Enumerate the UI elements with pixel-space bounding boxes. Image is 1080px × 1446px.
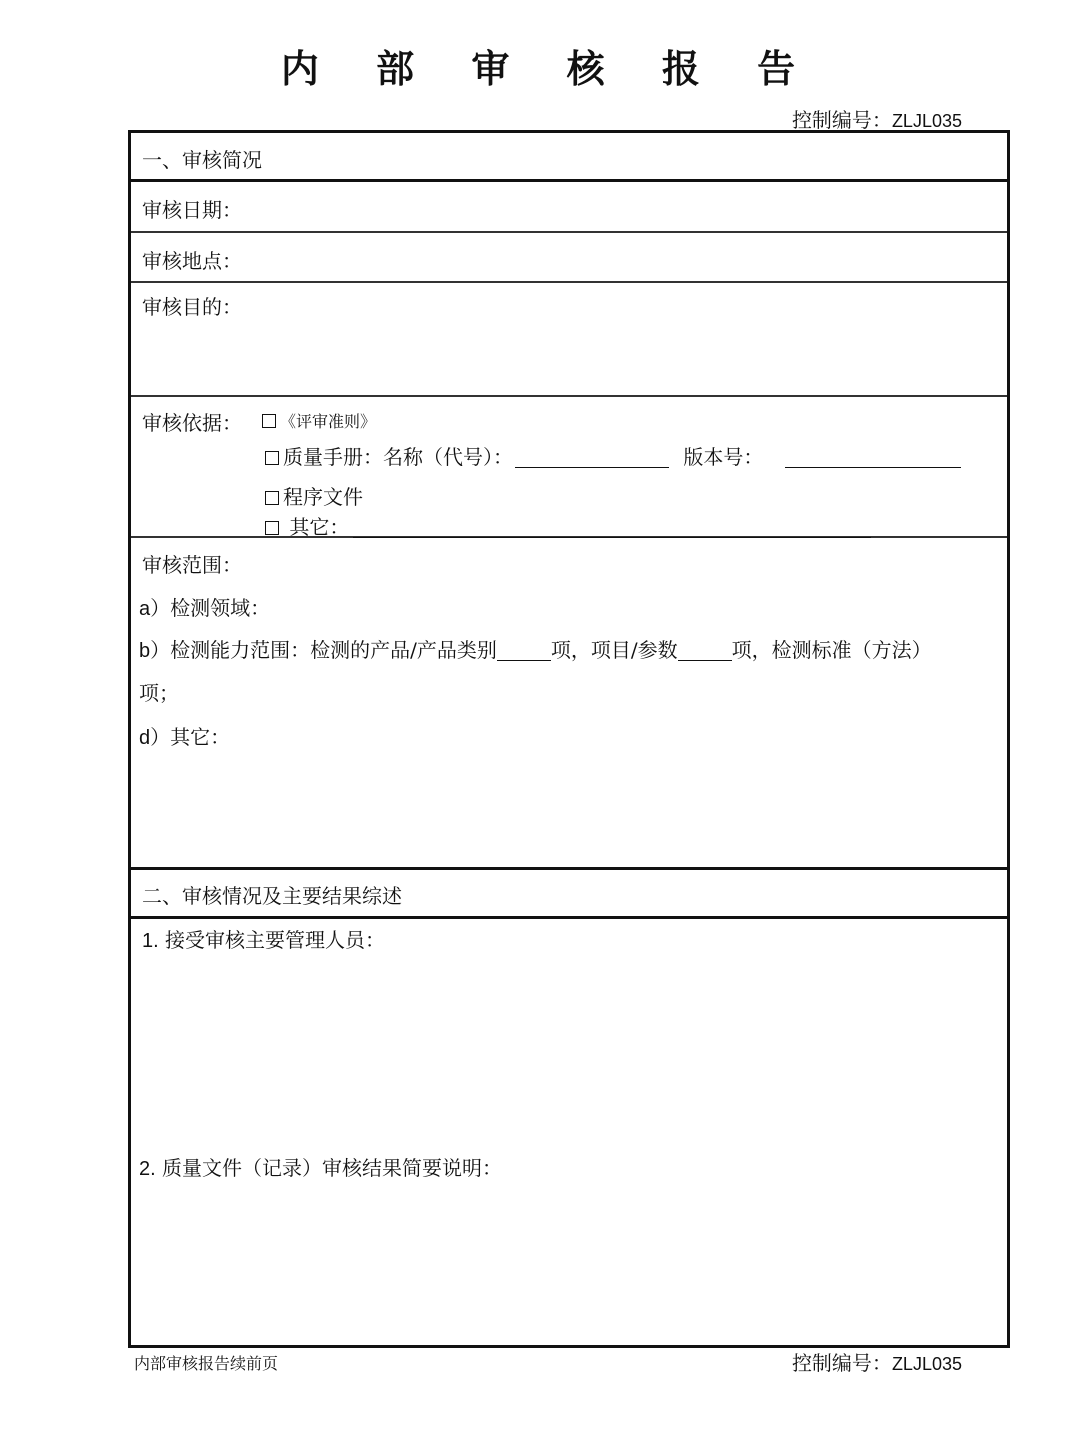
scope-a-text: ）检测领域： bbox=[150, 596, 271, 620]
scope-b-text2: 项，项目/参数 bbox=[550, 638, 678, 662]
item2-text: 质量文件（记录）审核结果简要说明： bbox=[162, 1156, 503, 1180]
version-blank[interactable] bbox=[785, 449, 961, 468]
scope-b-text3: 项，检测标准（方法） bbox=[731, 638, 932, 662]
basis-criteria-text: 《评审准则》 bbox=[280, 412, 377, 431]
control-number-code: ZLJL035 bbox=[891, 111, 962, 131]
checkbox-criteria[interactable] bbox=[262, 414, 276, 428]
audit-location-label: 审核地点： bbox=[142, 249, 242, 273]
section2-header: 二、审核情况及主要结果综述 bbox=[142, 884, 402, 908]
control-number-top bbox=[792, 104, 962, 133]
scope-b-continuation: 项； bbox=[139, 681, 179, 705]
product-count-blank[interactable] bbox=[497, 642, 551, 661]
basis-procedure-text: 程序文件 bbox=[283, 485, 363, 509]
basis-other-text: 其它： bbox=[283, 515, 350, 539]
scope-d-text: ）其它： bbox=[150, 725, 231, 749]
audit-location-row bbox=[131, 233, 1007, 283]
item1-number: 1. bbox=[142, 930, 159, 952]
basis-option-criteria[interactable] bbox=[262, 408, 376, 432]
version-label: 版本号： bbox=[683, 445, 764, 469]
scope-b-prefix: b bbox=[139, 640, 151, 662]
audit-basis-row bbox=[131, 397, 1007, 538]
control-number-label-bottom: 控制编号： bbox=[791, 1351, 892, 1375]
summary-item-2 bbox=[139, 1152, 502, 1181]
audit-purpose-row bbox=[131, 283, 1007, 397]
scope-a-prefix: a bbox=[139, 598, 151, 620]
section2-body bbox=[131, 919, 1007, 1345]
section2-header-row bbox=[131, 870, 1007, 919]
audit-basis-label: 审核依据： bbox=[142, 411, 242, 435]
footer-continuation-note: 内部审核报告续前页 bbox=[134, 1354, 279, 1373]
section1-header-row bbox=[131, 133, 1007, 182]
section1-header: 一、审核简况 bbox=[142, 148, 262, 172]
scope-b-text1: ）检测能力范围：检测的产品/产品类别 bbox=[150, 638, 497, 662]
scope-item-d bbox=[139, 721, 230, 750]
checkbox-procedure[interactable] bbox=[265, 491, 279, 505]
scope-item-b bbox=[139, 634, 932, 663]
audit-date-row bbox=[131, 182, 1007, 233]
scope-d-prefix: d bbox=[139, 727, 151, 749]
parameter-count-blank[interactable] bbox=[678, 642, 732, 661]
basis-manual-text: 质量手册：名称（代号）： bbox=[283, 445, 513, 469]
control-number-bottom bbox=[792, 1347, 962, 1376]
audit-scope-row bbox=[131, 538, 1007, 870]
page-title: 内 部 审 核 报 告 bbox=[280, 47, 818, 91]
checkbox-other[interactable] bbox=[265, 521, 279, 535]
control-number-code-bottom: ZLJL035 bbox=[891, 1354, 962, 1374]
manual-name-blank[interactable] bbox=[515, 449, 669, 468]
basis-option-procedure[interactable] bbox=[265, 481, 363, 510]
scope-item-a bbox=[139, 592, 270, 621]
summary-item-1 bbox=[142, 924, 385, 953]
basis-option-manual[interactable] bbox=[265, 441, 961, 470]
control-number-label: 控制编号： bbox=[791, 108, 892, 132]
audit-scope-label: 审核范围： bbox=[142, 553, 242, 577]
other-basis-blank[interactable] bbox=[353, 519, 871, 538]
item1-text: 接受审核主要管理人员： bbox=[165, 928, 386, 952]
basis-option-other[interactable] bbox=[265, 511, 871, 540]
checkbox-manual[interactable] bbox=[265, 451, 279, 465]
audit-date-label: 审核日期： bbox=[142, 198, 242, 222]
audit-purpose-label: 审核目的： bbox=[142, 295, 242, 319]
item2-number: 2. bbox=[139, 1158, 156, 1180]
audit-form bbox=[128, 130, 1010, 1348]
